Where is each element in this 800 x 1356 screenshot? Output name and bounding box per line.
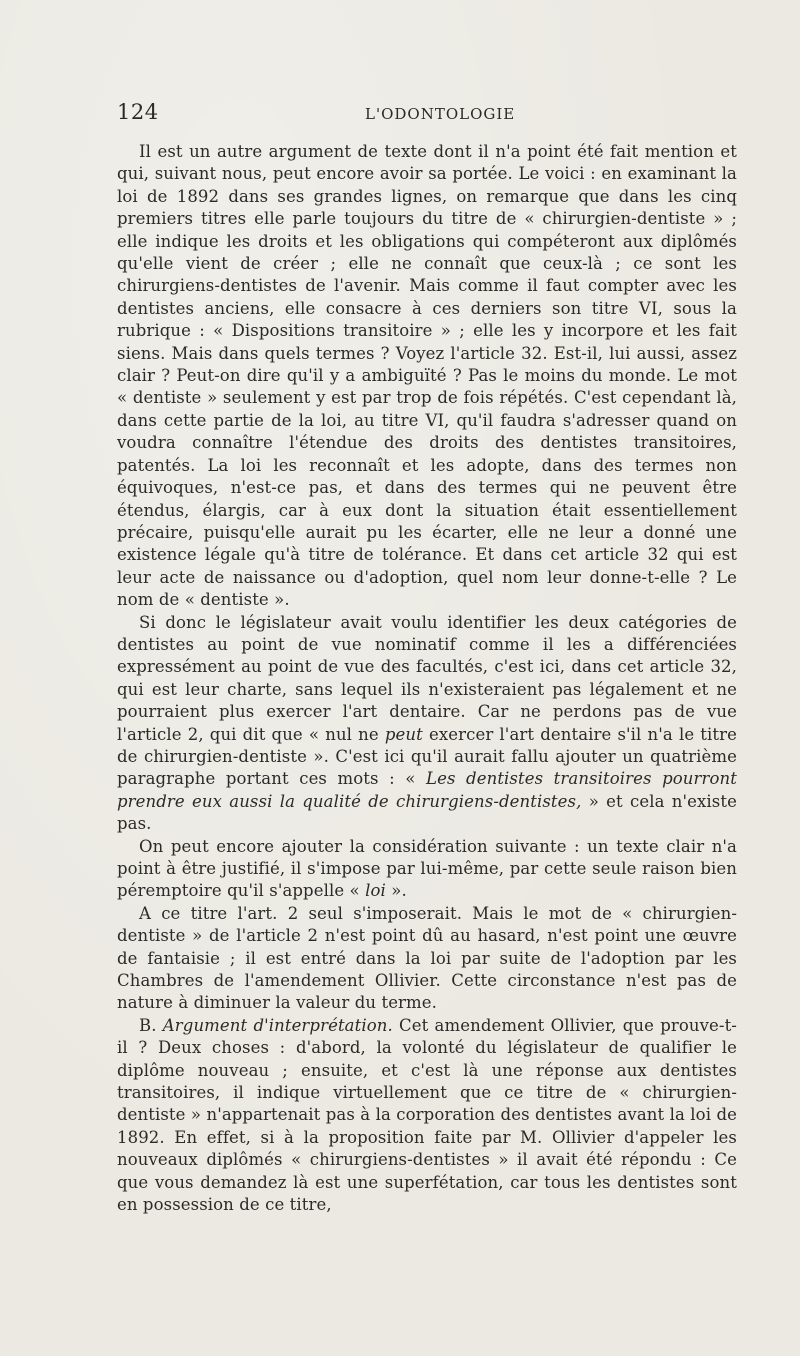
paragraph-text-before: On peut encore ajouter la considération suivante : un texte clair n'a point à être justifié, il s'impose par lui-même, par cette seule raison bien péremptoire qu'il s'appelle « [117,836,737,901]
emphasis-loi: loi [365,881,386,901]
paragraph-text: Il est un autre argument de texte dont il n'a point été fait mention et qui, suivant nous, peut encore avoir sa portée. Le voici : en examinant la loi de 1892 dans ses grandes lignes, on remarque que dans les cinq premiers titres elle parle toujours du titre de « chirurgien-dentiste » ; elle indique les droits et les obligations qui compéteront aux diplômés qu'elle vient de créer ; elle ne connaît que ceux-là ; ce sont les chirurgiens-dentistes de l'avenir. Mais comme il faut compter avec les dentistes anciens, elle consacre à ces derniers son titre VI, sous la rubrique : « Dispositions transitoire » ; elle les y incorpore et les fait siens. Mais dans quels termes ? Voyez l'article 32. Est-il, lui aussi, assez clair ? Peut-on dire qu'il y a ambiguïté ? Pas le moins du monde. Le mot « dentiste » seulement y est par trop de fois répétés. C'est cependant là, dans cette partie de la loi, au titre VI, qu'il faudra s'adresser quand on voudra connaître l'étendue des droits des dentistes transitoires, patentés. La loi les reconnaît et les adopte, dans des termes non équivoques, n'est-ce pas, et dans des termes qui ne peuvent être étendus, élargis, car à eux dont la situation était essentiellement précaire, puisqu'elle aurait pu les écarter, elle ne leur a donné une existence légale qu'à titre de tolérance. Et dans cet article 32 qui est leur acte de naissance ou d'adoption, quel nom leur donne-t-elle ? Le nom de « dentiste ». [117,142,737,610]
paragraph-text-after: Cet amendement Ollivier, que prouve-t-il ? Deux choses : d'abord, la volonté du législateur de qualifier le diplôme nouveau ; ensuite, et c'est là une réponse aux dentistes transitoires, il indique virtuellement que ce titre de « chirurgien-dentiste » n'appartenait pas à la corporation des dentistes avant la loi de 1892. En effet, si à la proposition faite par M. Ollivier d'appeler les nouveaux diplômés « chirurgiens-dentistes » il avait été répondu : Ce que vous demandez là est une superfétation, car tous les dentistes sont en possession de ce titre, [117,1015,737,1215]
section-heading-argument-interpretation: Argument d'interprétation. [162,1015,393,1035]
paragraph-texte-clair [117,836,737,903]
paragraph-text-before: B. [139,1015,157,1035]
emphasis-peut: peut [384,724,423,744]
paragraph-art-2 [117,903,737,1015]
paragraph-argument-interpretation [117,1015,737,1217]
paragraph-text-after: » et cela n'existe pas. [117,791,737,834]
emphasis-quote-dentistes-transitoires: Les dentistes transitoires pourront prendre eux aussi la qualité de chirurgiens-dentistes, [117,769,737,811]
journal-title: L'ODONTOLOGIE [365,105,516,123]
paragraph-text-after: ». [391,881,407,901]
body-text [117,141,737,1217]
paragraph-text-before: Si donc le législateur avait voulu identifier les deux catégories de dentistes au point de vue nominatif comme il les a différenciées expressément au point de vue des facultés, c'est ici, dans cet article 32, qui est leur charte, sans lequel ils n'existeraient pas légalement et ne pourraient plus exercer l'art dentaire. Car ne perdons pas de vue l'article 2, qui dit que « nul ne [117,612,737,744]
paragraph-text-middle: exercer l'art dentaire s'il n'a le titre de chirurgien-dentiste ». C'est ici qu'il aurait fallu ajouter un quatrième paragraphe portant ces mots : « [117,724,737,789]
paragraph-argument-texte [117,141,737,612]
paragraph-legislateur [117,612,737,836]
paragraph-text: A ce titre l'art. 2 seul s'imposerait. Mais le mot de « chirurgien-dentiste » de l'article 2 n'est point dû au hasard, n'est point une œuvre de fantaisie ; il est entré dans la loi par suite de l'adoption par les Chambres de l'amendement Ollivier. Cette circonstance n'est pas de nature à diminuer la valeur du terme. [117,903,737,1013]
running-header [117,100,737,130]
page-number: 124 [117,100,159,124]
